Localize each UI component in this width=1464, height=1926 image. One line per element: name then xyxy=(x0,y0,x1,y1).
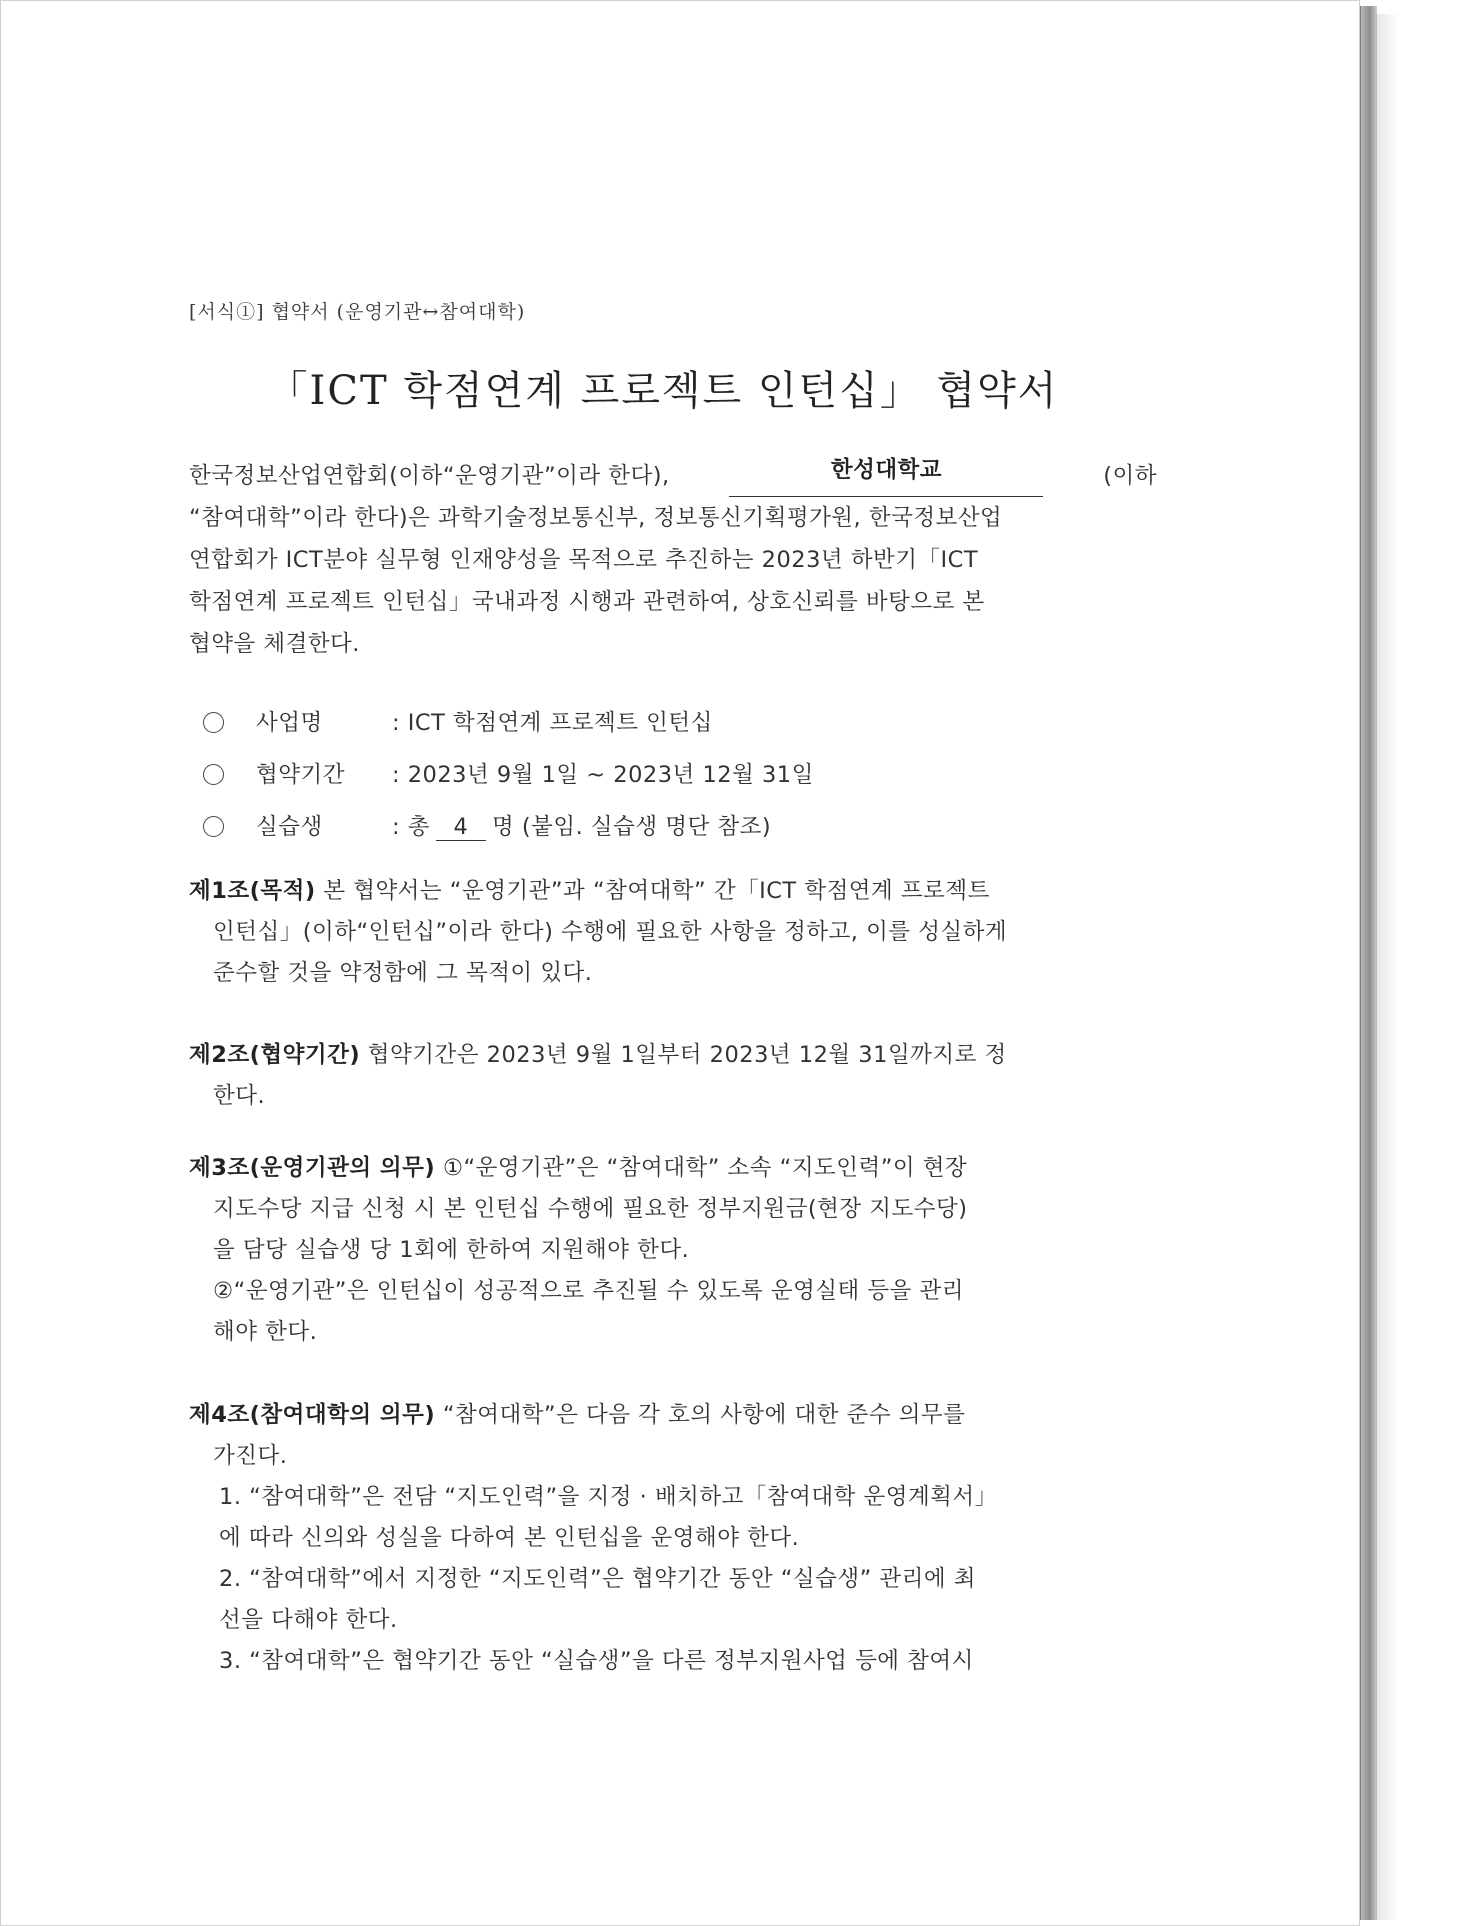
circle-bullet-icon xyxy=(203,764,224,785)
article-line xyxy=(189,1035,1157,1076)
article-line xyxy=(189,871,1157,912)
intro-paragraph xyxy=(189,455,1157,665)
list-item xyxy=(203,697,1103,749)
intro-line1-post: (이하 xyxy=(1103,463,1157,489)
item-label: 사업명 xyxy=(256,710,323,736)
article-line: 선을 다해야 한다. xyxy=(219,1607,398,1633)
intro-line: “참여대학”이라 한다)은 과학기술정보통신부, 정보통신기획평가원, 한국정보산업 xyxy=(189,505,1003,531)
article-line: 2. “참여대학”에서 지정한 “지도인력”은 협약기간 동안 “실습생” 관리에 최 xyxy=(219,1566,976,1592)
article-line: 가진다. xyxy=(213,1443,288,1469)
intro-line: 연합회가 ICT분야 실무형 인재양성을 목적으로 추진하는 2023년 하반기「ICT xyxy=(189,547,979,573)
intro-line: 협약을 체결한다. xyxy=(189,631,360,657)
page-shadow xyxy=(1376,14,1398,1920)
article-line: 한다. xyxy=(213,1083,266,1109)
circle-bullet-icon xyxy=(203,816,224,837)
article-heading: 제3조(운영기관의 의무) xyxy=(189,1155,436,1181)
students-suffix: 명 (붙임. 실습생 명단 참조) xyxy=(491,814,772,840)
list-item xyxy=(203,801,1103,853)
page-edge xyxy=(1360,6,1377,1920)
item-label: 실습생 xyxy=(256,814,323,840)
article-line: 해야 한다. xyxy=(213,1319,318,1345)
article-text: 본 협약서는 “운영기관”과 “참여대학” 간「ICT 학점연계 프로젝트 xyxy=(323,878,990,904)
article-2 xyxy=(189,1035,1157,1117)
intro-line1-pre: 한국정보산업연합회(이하“운영기관”이라 한다), xyxy=(189,463,670,489)
item-label: 협약기간 xyxy=(256,762,345,788)
article-heading: 제1조(목적) xyxy=(189,878,316,904)
article-4 xyxy=(189,1395,1157,1682)
article-line: 준수할 것을 약정함에 그 목적이 있다. xyxy=(213,960,593,986)
item-value: : ICT 학점연계 프로젝트 인턴십 xyxy=(392,710,713,736)
article-line: 3. “참여대학”은 협약기간 동안 “실습생”을 다른 정부지원사업 등에 참여시 xyxy=(219,1648,974,1674)
form-label: [서식①] 협약서 (운영기관↔참여대학) xyxy=(189,301,526,323)
article-line: 지도수당 지급 신청 시 본 인턴십 수행에 필요한 정부지원금(현장 지도수당) xyxy=(213,1196,968,1222)
article-line: ②“운영기관”은 인턴십이 성공적으로 추진될 수 있도록 운영실태 등을 관리 xyxy=(213,1278,965,1304)
article-text: “참여대학”은 다음 각 호의 사항에 대한 준수 의무를 xyxy=(442,1402,966,1428)
list-item xyxy=(203,749,1103,801)
student-count: 4 xyxy=(436,814,486,841)
article-heading: 제2조(협약기간) xyxy=(189,1042,361,1068)
university-name: 한성대학교 xyxy=(729,455,1043,497)
article-text: ①“운영기관”은 “참여대학” 소속 “지도인력”이 현장 xyxy=(442,1155,968,1181)
students-prefix: : 총 xyxy=(392,814,430,840)
circle-bullet-icon xyxy=(203,712,224,733)
summary-list xyxy=(203,697,1103,853)
article-line: 을 담당 실습생 당 1회에 한하여 지원해야 한다. xyxy=(213,1237,690,1263)
intro-line xyxy=(189,455,1157,497)
intro-line: 학점연계 프로젝트 인턴십」국내과정 시행과 관련하여, 상호신뢰를 바탕으로 본 xyxy=(189,589,985,615)
article-line xyxy=(189,1148,1157,1189)
document-title: 「ICT 학점연계 프로젝트 인턴십」 협약서 xyxy=(267,368,1059,414)
article-1 xyxy=(189,871,1157,994)
article-line: 1. “참여대학”은 전담 “지도인력”을 지정 · 배치하고「참여대학 운영계획서」 xyxy=(219,1484,998,1510)
article-line xyxy=(189,1395,1157,1436)
article-3 xyxy=(189,1148,1157,1353)
article-line: 에 따라 신의와 성실을 다하여 본 인턴십을 운영해야 한다. xyxy=(219,1525,800,1551)
article-line: 인턴십」(이하“인턴십”이라 한다) 수행에 필요한 사항을 정하고, 이를 성실하게 xyxy=(213,919,1008,945)
item-value: : 2023년 9월 1일 ~ 2023년 12월 31일 xyxy=(392,762,814,788)
article-heading: 제4조(참여대학의 의무) xyxy=(189,1402,436,1428)
article-text: 협약기간은 2023년 9월 1일부터 2023년 12월 31일까지로 정 xyxy=(367,1042,1007,1068)
